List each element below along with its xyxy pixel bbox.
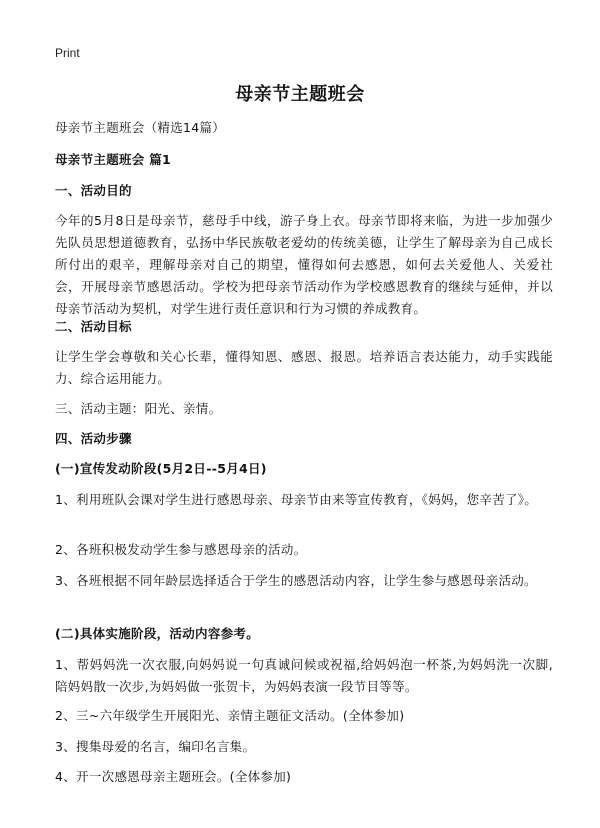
section3-line: 三、活动主题：阳光、亲情。: [55, 401, 222, 416]
section1-body: 今年的5月8日是母亲节，慈母手中线，游子身上衣。母亲节即将来临，为进一步加强少先队员思想道德教育，弘扬中华民族敬老爱幼的传统美德，让学生了解母亲为自己成长所付出的艰辛，理解母亲对自己的期望，懂得如何去感恩，如何去关爱他人、关爱社会，开展母亲节感恩活动。学校为把母亲节活动作为学校感恩教育的继续与延伸，并以母亲节活动为契机，对学生进行责任意识和行为习惯的养成教育。: [55, 213, 553, 316]
section4-heading: 四、活动步骤: [55, 431, 132, 446]
stage2-heading: (二)具体实施阶段，活动内容参考。: [55, 626, 260, 641]
section2-body: 让学生学会尊敬和关心长辈，懂得知恩、感恩、报恩。培养语言表达能力，动手实践能力、综合运用能力。: [55, 349, 553, 386]
section1-heading: 一、活动目的: [55, 183, 132, 198]
stage2-item: 1、帮妈妈洗一次衣服,向妈妈说一句真诚问候或祝福,给妈妈泡一杯茶,为妈妈洗一次脚,陪妈妈散一次步,为妈妈做一张贺卡，为妈妈表演一段节目等等。: [55, 657, 553, 694]
stage2-item: 2、三~六年级学生开展阳光、亲情主题征文活动。(全体参加): [55, 708, 405, 723]
stage1-heading: (一)宣传发动阶段(5月2日--5月4日): [55, 461, 267, 476]
stage1-item: 1、利用班队会课对学生进行感恩母亲、母亲节由来等宣传教育，《妈妈，您辛苦了》。: [55, 492, 538, 507]
document-subtitle: 母亲节主题班会（精选14篇）: [55, 120, 226, 135]
stage2-item: 4、开一次感恩母亲主题班会。(全体参加): [55, 769, 292, 784]
stage2-item: 3、搜集母爱的名言，编印名言集。: [55, 739, 256, 754]
document-title: 母亲节主题班会: [235, 84, 365, 105]
part-heading: 母亲节主题班会 篇1: [55, 152, 172, 167]
stage1-item: 3、各班根据不同年龄层选择适合于学生的感恩活动内容，让学生参与感恩母亲活动。: [55, 573, 537, 588]
section2-heading: 二、活动目标: [55, 319, 132, 334]
stage1-item: 2、各班积极发动学生参与感恩母亲的活动。: [55, 542, 307, 557]
print-link[interactable]: Print: [55, 46, 80, 60]
